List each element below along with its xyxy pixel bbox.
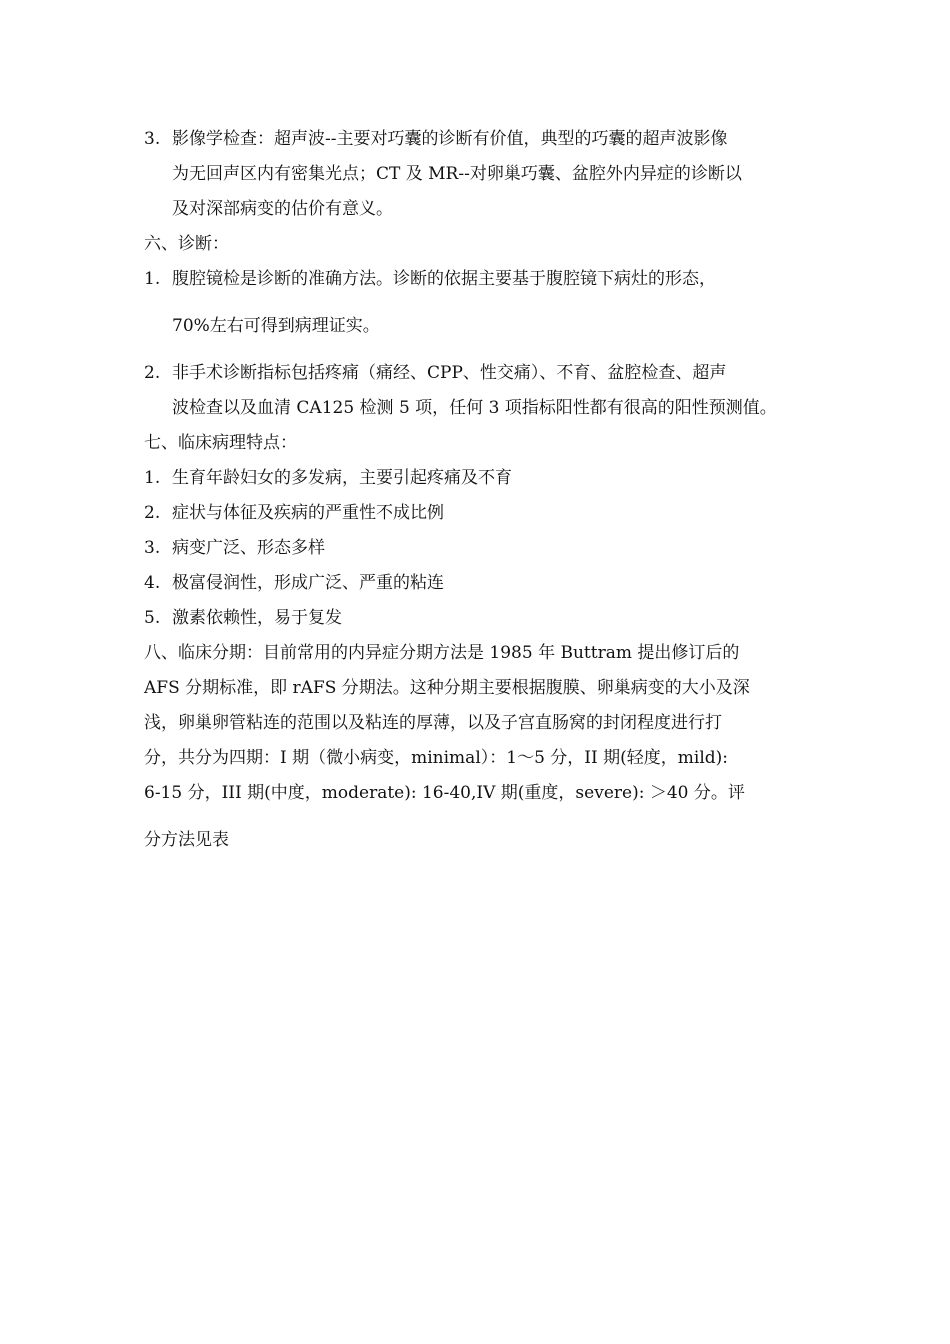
- section-heading-pathology: 七、临床病理特点：: [144, 433, 297, 453]
- text-line: 腹腔镜检是诊断的准确方法。诊断的依据主要基于腹腔镜下病灶的形态，: [172, 269, 716, 289]
- list-number: 3.: [144, 129, 161, 149]
- text-line: 浅，卵巢卵管粘连的范围以及粘连的厚薄，以及子宫直肠窝的封闭程度进行打: [144, 713, 722, 733]
- text-line: 为无回声区内有密集光点；CT 及 MR--对卵巢巧囊、盆腔外内异症的诊断以: [172, 164, 742, 184]
- list-item-pathology-3: [144, 531, 824, 566]
- text-line: 及对深部病变的估价有意义。: [172, 199, 393, 219]
- list-item-diagnosis-2: [144, 356, 824, 426]
- list-number: 2.: [144, 503, 161, 523]
- text-line: 70%左右可得到病理证实。: [172, 316, 380, 336]
- list-item-text: 病变广泛、形态多样: [172, 538, 325, 558]
- list-item-pathology-2: [144, 496, 824, 531]
- list-item-text: [172, 356, 824, 426]
- text-line: 波检查以及血清 CA125 检测 5 项，任何 3 项指标阳性都有很高的阳性预测值。: [172, 398, 777, 418]
- text-line: 影像学检查：超声波--主要对巧囊的诊断有价值，典型的巧囊的超声波影像: [172, 129, 728, 149]
- list-number: 3.: [144, 538, 161, 558]
- list-item-text: 生育年龄妇女的多发病，主要引起疼痛及不育: [172, 468, 512, 488]
- paragraph-staging: [144, 636, 824, 858]
- list-item-text: 症状与体征及疾病的严重性不成比例: [172, 503, 444, 523]
- text-line: AFS 分期标准，即 rAFS 分期法。这种分期主要根据腹膜、卵巢病变的大小及深: [144, 678, 750, 698]
- list-item-pathology-5: [144, 601, 824, 636]
- section-heading-diagnosis: 六、诊断：: [144, 234, 229, 254]
- list-item-text: [172, 262, 824, 356]
- list-item-pathology-1: [144, 461, 824, 496]
- text-line: 分方法见表: [144, 830, 229, 850]
- list-item-pathology-4: [144, 566, 824, 601]
- text-line: 6-15 分，III 期(中度，moderate): 16-40,IV 期(重度，severe): ＞40 分。评: [144, 783, 745, 803]
- list-item-imaging: [144, 122, 824, 227]
- text-line: 八、临床分期：目前常用的内异症分期方法是 1985 年 Buttram 提出修订后的: [144, 643, 740, 663]
- list-item-text: 激素依赖性，易于复发: [172, 608, 342, 628]
- list-number: 1.: [144, 269, 161, 289]
- list-item-text: 极富侵润性，形成广泛、严重的粘连: [172, 573, 444, 593]
- list-number: 1.: [144, 468, 161, 488]
- text-line: 分，共分为四期：I 期（微小病变，minimal）：1～5 分，II 期(轻度，mild):: [144, 748, 728, 768]
- list-item-diagnosis-1: [144, 262, 824, 356]
- list-number: 4.: [144, 573, 161, 593]
- text-line: 非手术诊断指标包括疼痛（痛经、CPP、性交痛）、不育、盆腔检查、超声: [172, 363, 727, 383]
- list-number: 5.: [144, 608, 161, 628]
- document-body: [144, 122, 824, 858]
- list-number: 2.: [144, 363, 161, 383]
- list-item-text: [172, 122, 824, 227]
